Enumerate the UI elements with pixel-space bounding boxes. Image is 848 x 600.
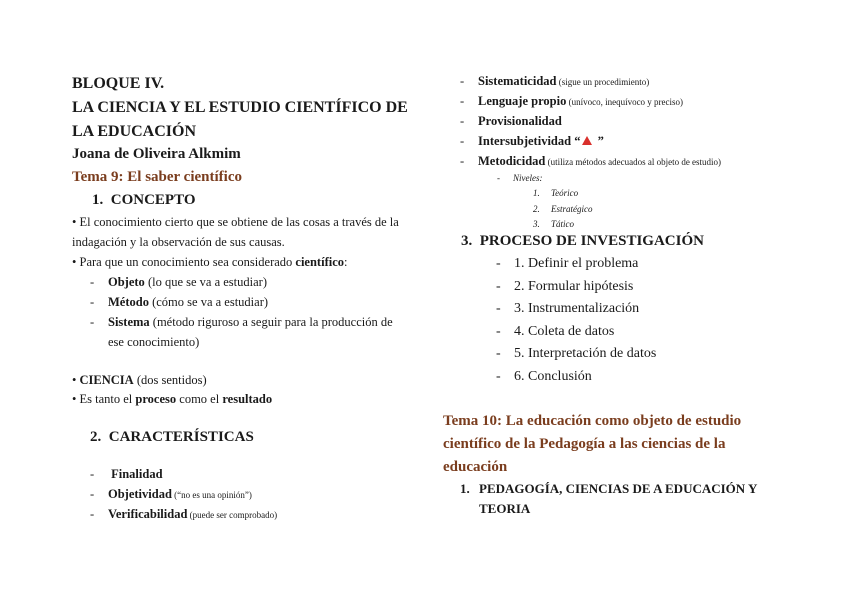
char-bold: Finalidad xyxy=(111,467,163,481)
char-item: - Verificabilidad (puede ser comprobado) xyxy=(90,507,278,521)
niveles-label: - Niveles: xyxy=(497,173,543,183)
step-item: - 6. Conclusión xyxy=(496,369,592,384)
char-item: - Provisionalidad xyxy=(460,114,562,128)
item-bold: Objeto xyxy=(108,275,145,289)
step-text: 4. Coleta de datos xyxy=(514,324,615,339)
char-item: - Metodicidad (utiliza métodos adecuados al objeto de estudio) xyxy=(460,154,722,168)
item-rest: (método riguroso a seguir para la producción de xyxy=(149,315,393,329)
tema10-title-line1: Tema 10: La educación como objeto de estudio xyxy=(443,413,742,429)
char-bold: Provisionalidad xyxy=(478,114,562,128)
ciencia-bullet: • xyxy=(72,373,80,387)
char-item: - Lenguaje propio (unívoco, inequívoco y preciso) xyxy=(460,94,684,108)
char-note: (sigue un procedimiento) xyxy=(556,77,650,87)
char-quote-close: ” xyxy=(594,134,604,148)
item-bold: Sistema xyxy=(108,315,150,329)
tanto-line xyxy=(72,389,272,409)
nivel-item xyxy=(533,204,593,214)
tema9-title: Tema 9: El saber científico xyxy=(72,169,242,185)
ciencia-bold: CIENCIA xyxy=(79,373,134,387)
nivel-text: Tático xyxy=(551,219,575,229)
section-title-line2: TEORIA xyxy=(479,501,531,516)
bullet2 xyxy=(72,252,347,272)
nivel-text: Estratégico xyxy=(551,204,593,214)
bullet1-line1: • El conocimiento cierto que se obtiene de las cosas a través de la xyxy=(72,215,399,229)
char-item: - Intersubjetividad “ ” xyxy=(460,134,604,148)
item-rest: (cómo se va a estudiar) xyxy=(148,295,269,309)
tema10-title-line3: educación xyxy=(443,459,508,475)
tema10-title-line2: científico de la Pedagogía a las ciencias de la xyxy=(443,436,726,452)
nivel-num: 2. xyxy=(533,204,540,214)
section-title: CARACTERÍSTICAS xyxy=(108,429,254,445)
section-title: CONCEPTO xyxy=(110,192,196,208)
char-bold: Intersubjetividad “ xyxy=(478,134,581,148)
niveles-text: Niveles: xyxy=(513,173,543,183)
tanto-pre: • Es tanto el xyxy=(72,392,136,406)
section-number: 1. xyxy=(460,481,470,496)
list-item: - Sistema (método riguroso a seguir para la producción de xyxy=(90,315,393,329)
item-rest: (lo que se va a estudiar) xyxy=(144,275,267,289)
step-text: 1. Definir el problema xyxy=(514,256,639,271)
section-number: 2. xyxy=(90,429,102,445)
nivel-item xyxy=(533,188,578,198)
author: Joana de Oliveira Alkmim xyxy=(72,146,241,162)
section-number: 1. xyxy=(92,192,104,208)
char-bold: Verificabilidad xyxy=(108,507,188,521)
step-item: - 3. Instrumentalización xyxy=(496,301,640,316)
char-note: (unívoco, inequívoco y preciso) xyxy=(566,97,684,107)
nivel-text: Teórico xyxy=(551,188,579,198)
step-item: - 2. Formular hipótesis xyxy=(496,279,634,294)
main-title-line1: LA CIENCIA Y EL ESTUDIO CIENTÍFICO DE xyxy=(72,99,408,116)
step-text: 6. Conclusión xyxy=(514,369,592,384)
section-title-line1: PEDAGOGÍA, CIENCIAS DE A EDUCACIÓN Y xyxy=(479,481,758,496)
section-proceso xyxy=(461,233,704,250)
step-item: - 1. Definir el problema xyxy=(496,256,639,271)
step-text: 2. Formular hipótesis xyxy=(514,279,634,294)
list-item: - Método (cómo se va a estudiar) xyxy=(90,295,269,309)
section-number: 3. xyxy=(461,233,473,249)
main-title-line2: LA EDUCACIÓN xyxy=(72,123,197,140)
char-bold: Lenguaje propio xyxy=(478,94,567,108)
item3-continuation: ese conocimiento) xyxy=(108,335,200,349)
bullet1-line2: indagación y la observación de sus causas. xyxy=(72,235,285,249)
list-item: - Objeto (lo que se va a estudiar) xyxy=(90,275,267,289)
nivel-num: 1. xyxy=(533,188,540,198)
bullet2-colon: : xyxy=(344,255,348,269)
warning-triangle-icon xyxy=(582,136,592,145)
bullet2-text: • Para que un conocimiento sea considerado xyxy=(72,255,296,269)
tanto-bold2: resultado xyxy=(222,392,273,406)
step-item: - 5. Interpretación de datos xyxy=(496,346,657,361)
step-text: 3. Instrumentalización xyxy=(514,301,640,316)
char-note: (“no es una opinión”) xyxy=(171,490,252,500)
char-bold: Sistematicidad xyxy=(478,74,557,88)
section-title: PROCESO DE INVESTIGACIÓN xyxy=(479,233,704,249)
nivel-item xyxy=(533,219,574,229)
step-item: - 4. Coleta de datos xyxy=(496,324,615,339)
block-title: BLOQUE IV. xyxy=(72,75,165,92)
char-item: - Finalidad xyxy=(90,467,163,481)
char-bold: Objetividad xyxy=(108,487,172,501)
ciencia-line xyxy=(72,370,207,390)
tanto-mid: como el xyxy=(176,392,223,406)
nivel-num: 3. xyxy=(533,219,540,229)
section-concepto xyxy=(92,192,195,209)
item-bold: Método xyxy=(108,295,149,309)
char-note: (puede ser comprobado) xyxy=(187,510,278,520)
section-caracteristicas xyxy=(90,429,254,446)
section-pedagogia xyxy=(460,481,757,497)
char-item: - Sistematicidad (sigue un procedimiento) xyxy=(460,74,650,88)
char-note: (utiliza métodos adecuados al objeto de estudio) xyxy=(545,157,722,167)
bullet2-bold: científico xyxy=(295,255,344,269)
tanto-bold1: proceso xyxy=(135,392,177,406)
step-text: 5. Interpretación de datos xyxy=(514,346,657,361)
ciencia-rest: (dos sentidos) xyxy=(133,373,207,387)
char-bold: Metodicidad xyxy=(478,154,546,168)
char-item: - Objetividad (“no es una opinión”) xyxy=(90,487,252,501)
